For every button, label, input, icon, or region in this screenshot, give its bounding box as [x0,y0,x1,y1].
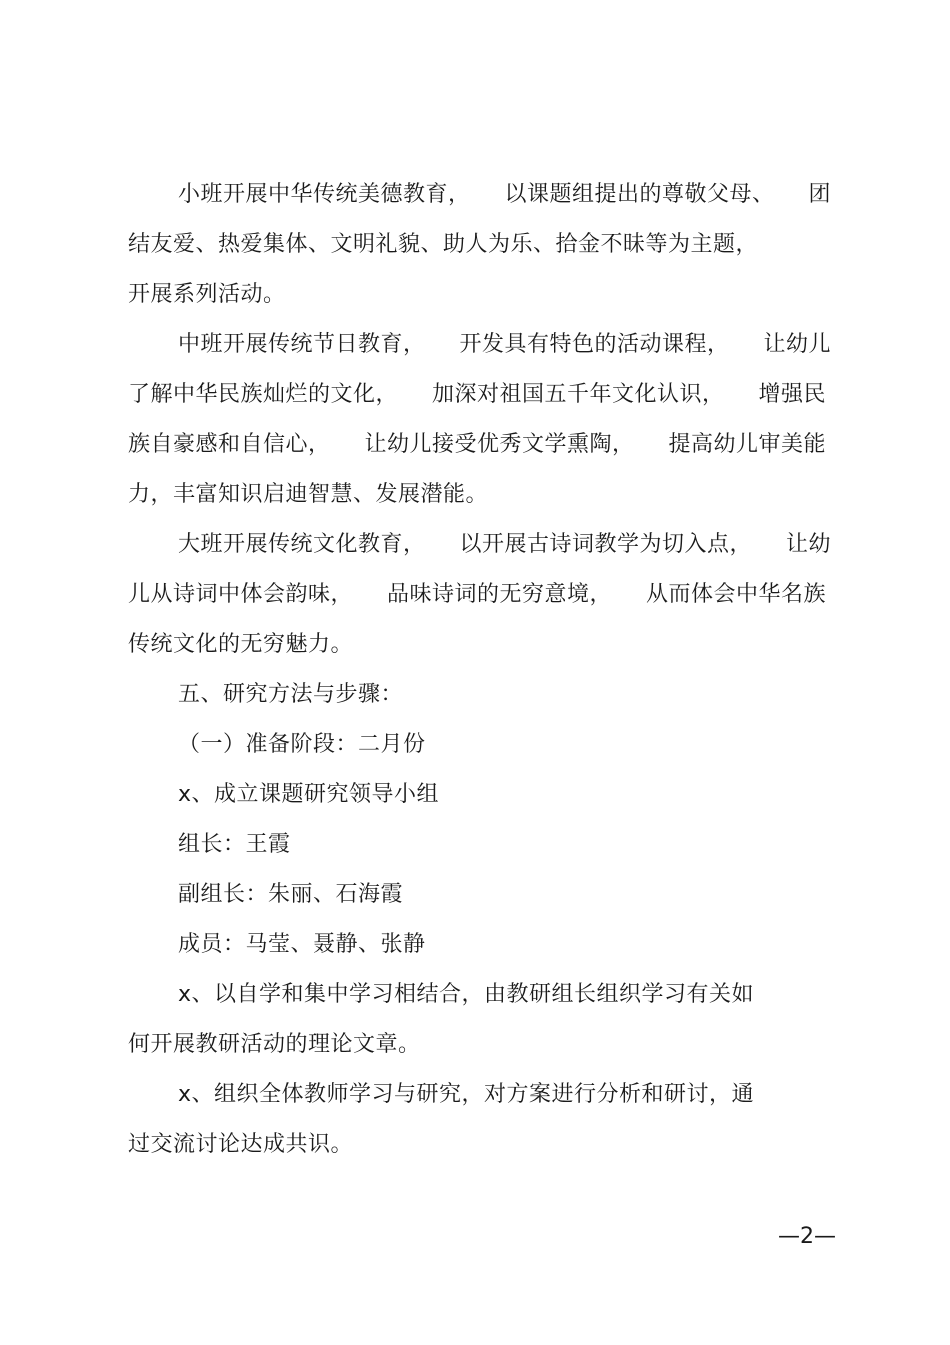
paragraph-large-class-line-1: 大班开展传统文化教育， 以开展古诗词教学为切入点， 让幼 [178,532,832,557]
section-heading-methods: 五、研究方法与步骤： [178,682,404,707]
paragraph-large-class-line-2: 儿从诗词中体会韵味， 品味诗词的无穷意境， 从而体会中华名族 [128,582,827,607]
subsection-heading-preparation: （一）准备阶段：二月份 [178,732,426,757]
list-item-research-line-2: 过交流讨论达成共识。 [128,1132,354,1157]
paragraph-small-class-line-1: 小班开展中华传统美德教育， 以课题组提出的尊敬父母、 团 [178,182,832,207]
paragraph-middle-class-line-2: 了解中华民族灿烂的文化， 加深对祖国五千年文化认识， 增强民 [128,382,827,407]
group-leader-line: 组长：王霞 [178,832,291,857]
list-item-research-line-1: x、组织全体教师学习与研究，对方案进行分析和研讨，通 [178,1082,755,1107]
page-number: —2— [778,1224,836,1249]
paragraph-middle-class-line-3: 族自豪感和自信心， 让幼儿接受优秀文学熏陶， 提高幼儿审美能 [128,432,827,457]
paragraph-middle-class-line-4: 力，丰富知识启迪智慧、发展潜能。 [128,482,489,507]
list-item-leadership-group: x、成立课题研究领导小组 [178,782,440,807]
list-item-study-line-2: 何开展教研活动的理论文章。 [128,1032,421,1057]
paragraph-large-class-line-3: 传统文化的无穷魅力。 [128,632,354,657]
paragraph-small-class-line-2: 结友爱、热爱集体、文明礼貌、助人为乐、拾金不昧等为主题， [128,232,759,257]
paragraph-small-class-line-3: 开展系列活动。 [128,282,286,307]
deputy-leader-line: 副组长：朱丽、石海霞 [178,882,404,907]
list-item-study-line-1: x、以自学和集中学习相结合，由教研组长组织学习有关如 [178,982,755,1007]
members-line: 成员：马莹、聂静、张静 [178,932,426,957]
paragraph-middle-class-line-1: 中班开展传统节日教育， 开发具有特色的活动课程， 让幼儿 [178,332,832,357]
